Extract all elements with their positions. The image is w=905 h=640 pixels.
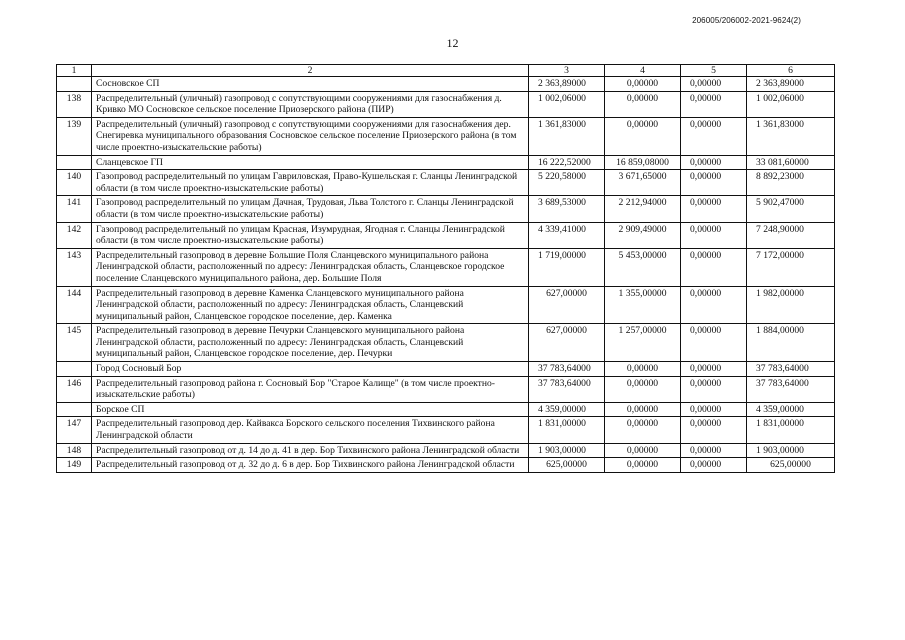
row-col6: 1 002,06000 (747, 91, 835, 117)
row-col4: 0,00000 (605, 362, 681, 377)
row-col4: 0,00000 (605, 458, 681, 473)
row-name: Борское СП (92, 402, 529, 417)
row-col3: 4 359,00000 (529, 402, 605, 417)
table-row (57, 362, 835, 377)
table-row (57, 196, 835, 222)
table-row (57, 155, 835, 170)
row-col4: 0,00000 (605, 417, 681, 443)
row-col6: 5 902,47000 (747, 196, 835, 222)
row-col3: 1 361,83000 (529, 117, 605, 155)
row-col4: 16 859,08000 (605, 155, 681, 170)
row-col5: 0,00000 (681, 117, 747, 155)
row-col5: 0,00000 (681, 248, 747, 286)
row-name: Сосновское СП (92, 77, 529, 92)
row-number: 142 (57, 222, 92, 248)
row-col6: 1 831,00000 (747, 417, 835, 443)
column-header: 4 (605, 65, 681, 77)
row-number: 140 (57, 170, 92, 196)
column-header: 1 (57, 65, 92, 77)
row-col6: 2 363,89000 (747, 77, 835, 92)
column-header: 2 (92, 65, 529, 77)
row-col3: 5 220,58000 (529, 170, 605, 196)
table-row (57, 417, 835, 443)
row-col4: 0,00000 (605, 402, 681, 417)
table-header-row (57, 65, 835, 77)
row-col4: 3 671,65000 (605, 170, 681, 196)
row-col5: 0,00000 (681, 222, 747, 248)
row-col6: 37 783,64000 (747, 376, 835, 402)
table-row (57, 458, 835, 473)
row-name: Распределительный газопровод в деревне Печурки Сланцевского муниципального района Ленинградской области, расположенный по адресу: Ленинградская область, Сланцевский муниципальный район, Сланцевское городское поселение, дер. Печурки (92, 324, 529, 362)
table-row (57, 77, 835, 92)
row-col3: 627,00000 (529, 286, 605, 324)
row-col6: 1 361,83000 (747, 117, 835, 155)
row-col5: 0,00000 (681, 286, 747, 324)
table-row (57, 117, 835, 155)
row-col3: 1 719,00000 (529, 248, 605, 286)
row-col3: 2 363,89000 (529, 77, 605, 92)
row-number (57, 402, 92, 417)
table-row (57, 324, 835, 362)
row-col3: 37 783,64000 (529, 362, 605, 377)
row-col5: 0,00000 (681, 324, 747, 362)
row-number: 148 (57, 443, 92, 458)
row-name: Распределительный газопровод в деревне Каменка Сланцевского муниципального района Ленинградской области, расположенный по адресу: Ленинградская область, Сланцевский муниципальный район, Сланцевское городское поселение, дер. Каменка (92, 286, 529, 324)
page-number: 12 (446, 36, 459, 50)
row-number: 149 (57, 458, 92, 473)
row-col6: 4 359,00000 (747, 402, 835, 417)
row-name: Город Сосновый Бор (92, 362, 529, 377)
row-name: Распределительный газопровод дер. Кайвакса Борского сельского поселения Тихвинского района Ленинградской области (92, 417, 529, 443)
row-col5: 0,00000 (681, 77, 747, 92)
row-col4: 1 355,00000 (605, 286, 681, 324)
row-col4: 2 909,49000 (605, 222, 681, 248)
row-col6: 7 172,00000 (747, 248, 835, 286)
row-col5: 0,00000 (681, 458, 747, 473)
row-col4: 2 212,94000 (605, 196, 681, 222)
row-col3: 627,00000 (529, 324, 605, 362)
row-col5: 0,00000 (681, 376, 747, 402)
column-header: 6 (747, 65, 835, 77)
table-row (57, 222, 835, 248)
row-col5: 0,00000 (681, 443, 747, 458)
row-col4: 0,00000 (605, 91, 681, 117)
budget-table (56, 64, 835, 473)
row-name: Распределительный газопровод от д. 32 до д. 6 в дер. Бор Тихвинского района Ленинградской области (92, 458, 529, 473)
row-name: Распределительный (уличный) газопровод с сопутствующими сооружениями для газоснабжения дер. Снегиревка муниципального образования Сосновское сельское поселение Приозерского района (в том числе проектно-изыскательские работы) (92, 117, 529, 155)
row-number: 146 (57, 376, 92, 402)
row-number: 141 (57, 196, 92, 222)
row-number: 138 (57, 91, 92, 117)
row-col4: 0,00000 (605, 443, 681, 458)
row-name: Сланцевское ГП (92, 155, 529, 170)
row-col5: 0,00000 (681, 155, 747, 170)
row-col3: 1 903,00000 (529, 443, 605, 458)
row-name: Распределительный газопровод от д. 14 до д. 41 в дер. Бор Тихвинского района Ленинградской области (92, 443, 529, 458)
row-col3: 3 689,53000 (529, 196, 605, 222)
table-row (57, 248, 835, 286)
table-row (57, 286, 835, 324)
row-name: Распределительный газопровод в деревне Большие Поля Сланцевского муниципального района Ленинградской области, расположенный по адресу: Ленинградская область, Сланцевское городское поселение Сланцевского муниципального района, дер. Большие Поля (92, 248, 529, 286)
row-col6: 33 081,60000 (747, 155, 835, 170)
table-row (57, 91, 835, 117)
table-row (57, 443, 835, 458)
row-col5: 0,00000 (681, 402, 747, 417)
row-col6: 1 903,00000 (747, 443, 835, 458)
row-col3: 1 831,00000 (529, 417, 605, 443)
column-header: 5 (681, 65, 747, 77)
row-number (57, 77, 92, 92)
row-number: 139 (57, 117, 92, 155)
table-row (57, 170, 835, 196)
row-col3: 16 222,52000 (529, 155, 605, 170)
column-header: 3 (529, 65, 605, 77)
row-number: 145 (57, 324, 92, 362)
row-number (57, 155, 92, 170)
row-col4: 1 257,00000 (605, 324, 681, 362)
row-col5: 0,00000 (681, 91, 747, 117)
row-col5: 0,00000 (681, 170, 747, 196)
row-col3: 1 002,06000 (529, 91, 605, 117)
row-col3: 4 339,41000 (529, 222, 605, 248)
row-col4: 5 453,00000 (605, 248, 681, 286)
row-number: 143 (57, 248, 92, 286)
row-col3: 37 783,64000 (529, 376, 605, 402)
table-row (57, 376, 835, 402)
table-row (57, 402, 835, 417)
row-col5: 0,00000 (681, 417, 747, 443)
row-col4: 0,00000 (605, 77, 681, 92)
row-col6: 8 892,23000 (747, 170, 835, 196)
row-name: Распределительный (уличный) газопровод с сопутствующими сооружениями для газоснабжения д. Кривко МО Сосновское сельское поселение Приозерского района (ПИР) (92, 91, 529, 117)
row-col6: 1 982,00000 (747, 286, 835, 324)
row-number: 147 (57, 417, 92, 443)
row-number: 144 (57, 286, 92, 324)
row-number (57, 362, 92, 377)
row-name: Газопровод распределительный по улицам Красная, Изумрудная, Ягодная г. Сланцы Ленинградской области (в том числе проектно-изыскательские работы) (92, 222, 529, 248)
row-col4: 0,00000 (605, 376, 681, 402)
row-name: Газопровод распределительный по улицам Дачная, Трудовая, Льва Толстого г. Сланцы Ленинградской области (в том числе проектно-изыскательские работы) (92, 196, 529, 222)
row-col6: 37 783,64000 (747, 362, 835, 377)
row-name: Газопровод распределительный по улицам Гавриловская, Право-Кушельская г. Сланцы Ленинградской области (в том числе проектно-изыскательские работы) (92, 170, 529, 196)
row-col3: 625,00000 (529, 458, 605, 473)
row-col5: 0,00000 (681, 196, 747, 222)
row-col4: 0,00000 (605, 117, 681, 155)
row-col6: 1 884,00000 (747, 324, 835, 362)
row-col6: 625,00000 (747, 458, 835, 473)
row-col6: 7 248,90000 (747, 222, 835, 248)
document-id: 206005/206002-2021-9624(2) (692, 16, 801, 25)
row-name: Распределительный газопровод района г. Сосновый Бор "Старое Калище" (в том числе проектно-изыскательские работы) (92, 376, 529, 402)
row-col5: 0,00000 (681, 362, 747, 377)
